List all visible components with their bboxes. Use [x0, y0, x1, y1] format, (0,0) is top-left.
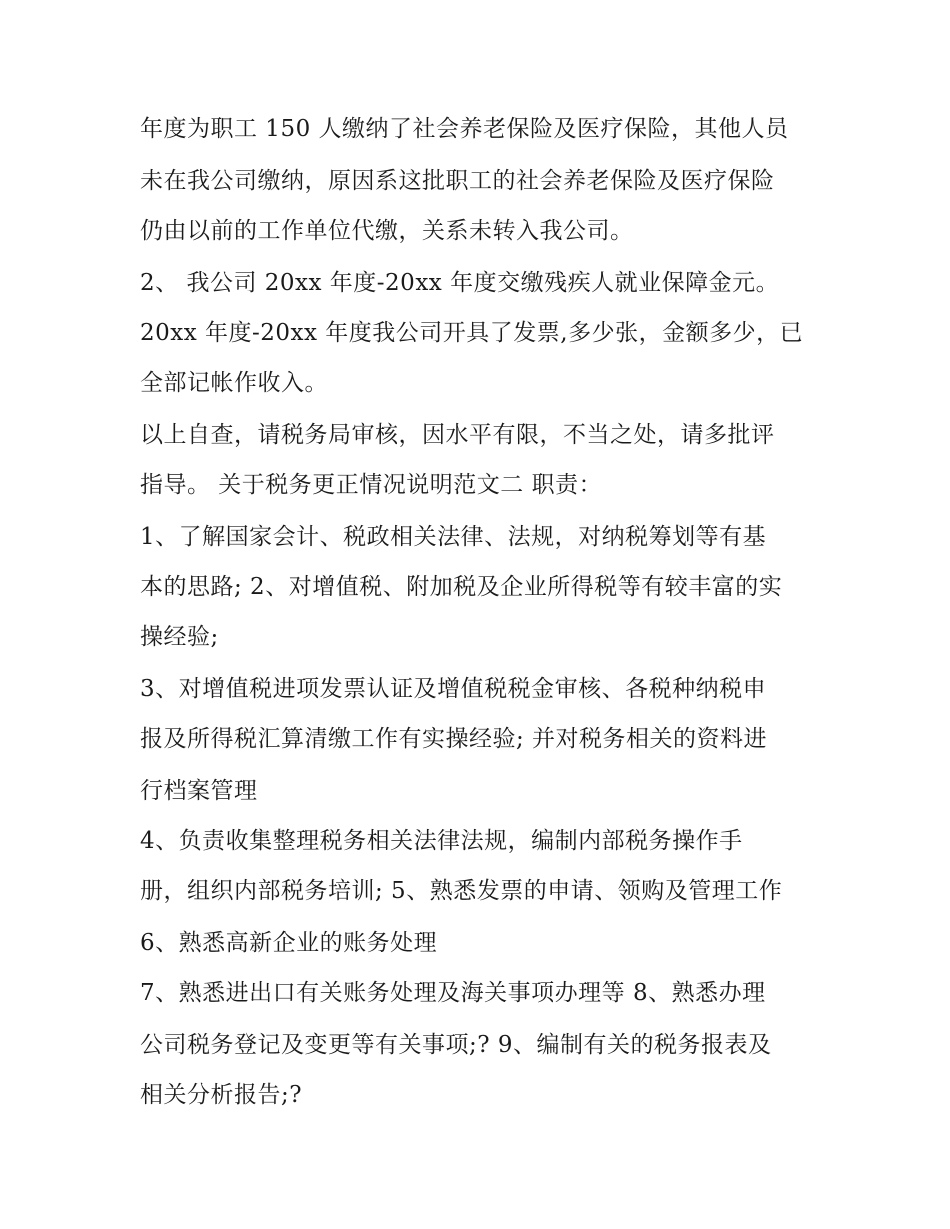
- text-line: 全部记帐作收入。: [140, 370, 328, 396]
- text-line: 仍由以前的工作单位代缴，关系未转入我公司。: [140, 218, 634, 244]
- text-line: 20xx 年度-20xx 年度我公司开具了发票,多少张，金额多少，已: [140, 320, 804, 346]
- text-line: 公司税务登记及变更等有关事项;? 9、编制有关的税务报表及: [140, 1032, 772, 1058]
- text-line: 行档案管理: [140, 778, 258, 804]
- text-line: 未在我公司缴纳，原因系这批职工的社会养老保险及医疗保险: [140, 168, 775, 194]
- text-line: 4、负责收集整理税务相关法律法规，编制内部税务操作手: [140, 828, 743, 854]
- text-line: 指导。 关于税务更正情况说明范文二 职责：: [140, 472, 603, 498]
- text-line: 3、对增值税进项发票认证及增值税税金审核、各税种纳税申: [140, 676, 767, 702]
- text-line: 本的思路; 2、对增值税、附加税及企业所得税等有较丰富的实: [140, 574, 783, 600]
- text-line: 操经验;: [140, 624, 219, 650]
- text-line: 相关分析报告;?: [140, 1082, 303, 1108]
- text-line: 6、熟悉高新企业的账务处理: [140, 930, 438, 956]
- text-line: 年度为职工 150 人缴纳了社会养老保险及医疗保险，其他人员: [140, 116, 789, 142]
- text-line: 7、熟悉进出口有关账务处理及海关事项办理等 8、熟悉办理: [140, 980, 766, 1006]
- text-line: 册，组织内部税务培训; 5、熟悉发票的申请、领购及管理工作: [140, 878, 783, 904]
- text-line: 报及所得税汇算清缴工作有实操经验; 并对税务相关的资料进: [140, 726, 768, 752]
- text-line: 2、 我公司 20xx 年度-20xx 年度交缴残疾人就业保障金元。: [140, 270, 780, 296]
- text-line: 1、了解国家会计、税政相关法律、法规，对纳税筹划等有基: [140, 524, 767, 550]
- text-line: 以上自查，请税务局审核，因水平有限，不当之处，请多批评: [140, 422, 775, 448]
